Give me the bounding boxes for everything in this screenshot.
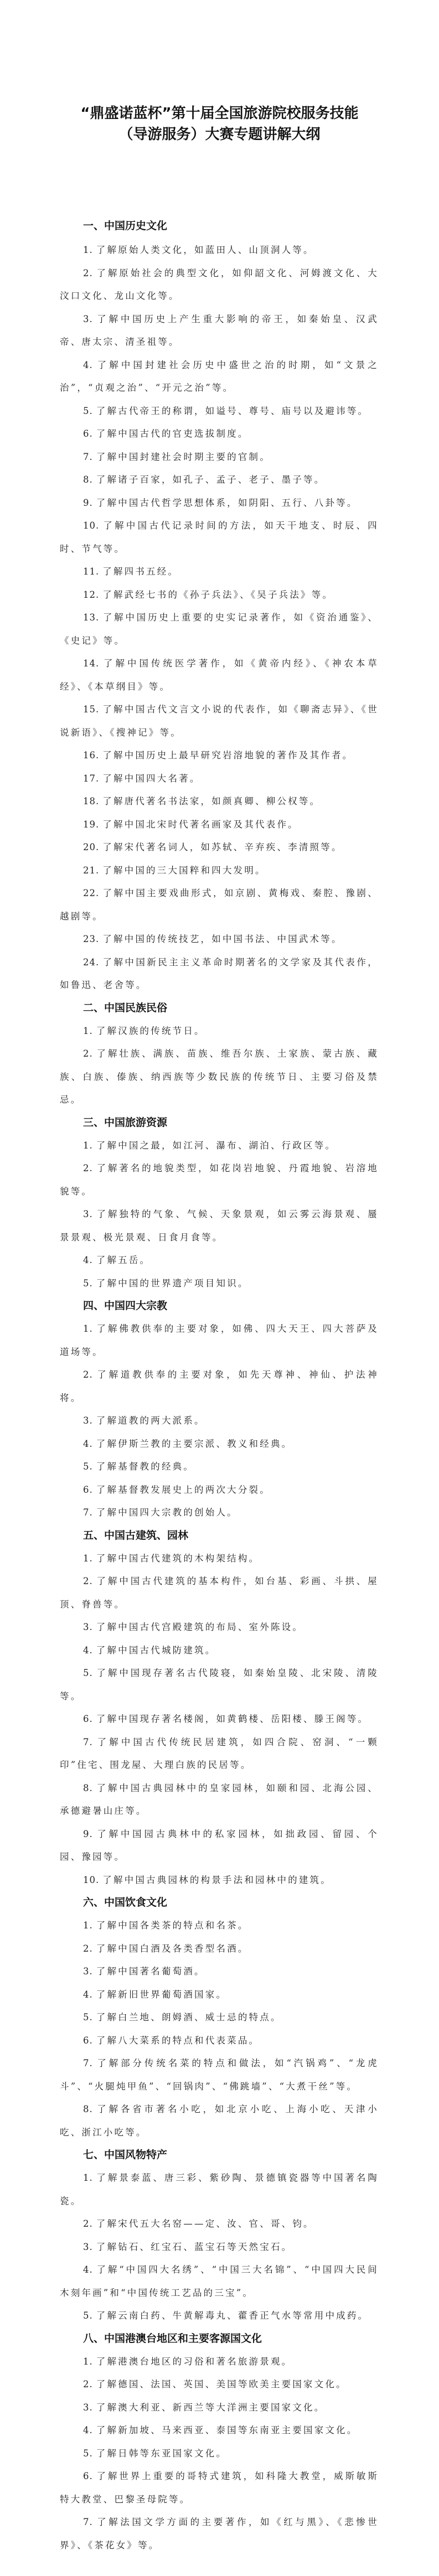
outline-item [60, 239, 379, 262]
item-number: 8. [83, 2104, 93, 2114]
outline-item [60, 698, 379, 744]
section-heading: 八、中国港澳台地区和主要客源国文化 [83, 2332, 262, 2345]
outline-item [60, 1478, 379, 1502]
item-number: 17. [83, 773, 100, 784]
outline-item [60, 2304, 379, 2327]
item-number: 10. [83, 520, 100, 531]
item-text: 了解中国古代文言文小说的代表作，如《聊斋志异》、《世说新语》、《搜神记》等。 [60, 704, 379, 738]
item-number: 14. [83, 658, 100, 669]
item-number: 15. [83, 704, 100, 715]
item-number: 6. [83, 2035, 93, 2046]
outline-section [60, 997, 379, 1111]
item-number: 5. [83, 2448, 93, 2459]
item-text: 了解中国四大宗教的创始人。 [96, 1507, 238, 1518]
section-heading: 四、中国四大宗教 [83, 1300, 168, 1312]
outline-item [60, 2052, 379, 2098]
item-text: 了解中国古代记录时间的方法，如天干地支、时辰、四时、节气等。 [60, 520, 379, 554]
item-number: 7. [83, 2058, 93, 2068]
title-line-2: （导游服务）大赛专题讲解大纲 [118, 126, 321, 143]
outline-item [60, 468, 379, 492]
item-number: 7. [83, 1736, 93, 1747]
item-text: 了解云南白药、牛黄解毒丸、藿香正气水等常用中成药。 [96, 2310, 369, 2321]
item-number: 5. [83, 1277, 93, 1289]
outline-item [60, 1547, 379, 1570]
item-number: 1. [83, 1920, 93, 1931]
item-number: 18. [83, 796, 100, 806]
outline-item [60, 1777, 379, 1823]
item-number: 4. [83, 1255, 93, 1265]
item-text: 了解道教的两大派系。 [96, 1415, 205, 1426]
item-number: 1. [83, 2356, 93, 2367]
outline-item [60, 1914, 379, 1937]
item-text: 了解景泰蓝、唐三彩、紫砂陶、景德镇瓷器等中国著名陶瓷。 [60, 2172, 379, 2206]
document-title [0, 103, 439, 145]
item-text: 了解中国古典园林中的皇家园林，如颐和园、北海公园、承德避暑山庄等。 [60, 1782, 379, 1816]
item-number: 5. [83, 1668, 93, 1678]
outline-item [60, 1708, 379, 1731]
outline-item [60, 1455, 379, 1478]
item-text: 了解中国历史上最早研究岩溶地貌的著作及其作者。 [102, 750, 354, 761]
item-number: 7. [83, 2517, 93, 2527]
item-number: 6. [83, 428, 93, 439]
outline-item [60, 1249, 379, 1272]
outline-item [60, 2442, 379, 2465]
outline-item [60, 1731, 379, 1777]
outline-item [60, 1272, 379, 1295]
outline-item [60, 1869, 379, 1892]
item-text: 了解汉族的传统节日。 [96, 1025, 205, 1036]
item-text: 了解部分传统名菜的特点和做法，如“汽锅鸡”、“龙虎斗”、“火腿炖甲鱼”、“回锅肉”、“佛跳墙”、“大煮干丝”等。 [60, 2058, 379, 2092]
item-number: 1. [83, 2172, 93, 2183]
item-number: 1. [83, 1140, 93, 1151]
item-number: 3. [83, 1622, 93, 1632]
item-text: 了解中国北宋时代著名画家及其代表作。 [102, 819, 299, 830]
outline-item [60, 1501, 379, 1524]
item-number: 4. [83, 1438, 93, 1449]
item-number: 20. [83, 842, 100, 852]
item-text: 了解“中国四大名绣”、“中国三大名锦”、“中国四大民间木刻年画”和“中国传统工艺品的三宝”。 [60, 2264, 379, 2298]
item-number: 4. [83, 2425, 93, 2435]
item-number: 2. [83, 267, 93, 278]
item-number: 1. [83, 1025, 93, 1036]
item-text: 了解中国历史上重要的史实记录著作，如《资治通鉴》、《史记》等。 [60, 612, 379, 646]
item-text: 了解中国古代传统民居建筑，如四合院、窑洞、“一颗印”住宅、围龙屋、大理白族的民居等。 [60, 1736, 379, 1770]
item-number: 5. [83, 405, 93, 416]
item-text: 了解中国的传统技艺，如中国书法、中国武术等。 [102, 934, 343, 944]
item-text: 了解五岳。 [96, 1255, 151, 1265]
outline-item [60, 1983, 379, 2006]
item-text: 了解钻石、红宝石、蓝宝石等天然宝石。 [96, 2241, 293, 2252]
item-number: 24. [83, 956, 100, 968]
title-line-1: “鼎盛诺蓝杯”第十届全国旅游院校服务技能 [80, 105, 359, 122]
outline-item [60, 1317, 379, 1363]
outline-item [60, 882, 379, 928]
item-text: 了解澳大利亚、新西兰等大洋洲主要国家文化。 [96, 2402, 326, 2413]
item-number: 7. [83, 451, 93, 462]
item-number: 2. [83, 1163, 93, 1173]
item-text: 了解武经七书的《孙子兵法》、《吴子兵法》等。 [102, 589, 334, 600]
item-text: 了解中国封建社会历史中盛世之治的时期，如“文景之治”，“贞观之治”、“开元之治”等。 [60, 359, 379, 393]
item-text: 了解各省市著名小吃，如北京小吃、上海小吃、天津小吃、浙江小吃等。 [60, 2104, 379, 2138]
outline-item [60, 308, 379, 354]
item-text: 了解唐代著名书法家，如颜真卿、柳公权等。 [102, 796, 321, 806]
item-text: 了解德国、法国、英国、美国等欧美主要国家文化。 [96, 2379, 347, 2389]
outline-item [60, 813, 379, 836]
outline-item [60, 1639, 379, 1662]
item-text: 了解新旧世界葡萄酒国家。 [96, 1989, 228, 2000]
outline-item [60, 422, 379, 446]
item-number: 2. [83, 1943, 93, 1954]
outline-item [60, 1960, 379, 1983]
item-text: 了解中国园古典林中的私家园林，如拙政园、留园、个园、豫园等。 [60, 1828, 379, 1862]
item-text: 了解中国古代城防建筑。 [96, 1644, 216, 1656]
item-number: 3. [83, 1209, 93, 1219]
outline-item [60, 951, 379, 997]
outline-item [60, 446, 379, 469]
section-heading: 七、中国风物特产 [83, 2149, 168, 2161]
outline-item [60, 2419, 379, 2442]
outline-item [60, 400, 379, 423]
outline-item [60, 790, 379, 813]
outline-item [60, 1432, 379, 1456]
item-number: 7. [83, 1507, 93, 1518]
outline-item [60, 652, 379, 698]
item-text: 了解原始社会的典型文化，如仰韶文化、河姆渡文化、大汶口文化、龙山文化等。 [60, 267, 379, 301]
item-text: 了解古代帝王的称谓，如谥号、尊号、庙号以及避讳等。 [96, 405, 369, 416]
item-number: 8. [83, 1782, 93, 1793]
item-number: 4. [83, 359, 93, 370]
outline-item [60, 1203, 379, 1249]
item-text: 了解中国之最，如江河、瀑布、湖泊、行政区等。 [96, 1140, 337, 1151]
item-number: 23. [83, 934, 100, 944]
item-number: 10. [83, 1874, 100, 1885]
section-heading: 五、中国古建筑、园林 [83, 1529, 189, 1542]
outline-item [60, 354, 379, 400]
item-text: 了解中国的世界遗产项目知识。 [96, 1277, 249, 1289]
outline-item [60, 1937, 379, 1961]
outline-item [60, 514, 379, 560]
section-heading: 三、中国旅游资源 [83, 1116, 168, 1129]
outline-section [60, 1524, 379, 1892]
item-number: 3. [83, 313, 93, 324]
outline-item [60, 1134, 379, 1157]
outline-item [60, 2350, 379, 2373]
item-text: 了解基督教的经典。 [96, 1461, 195, 1472]
item-text: 了解诸子百家，如孔子、孟子、老子、墨子等。 [96, 474, 326, 485]
item-text: 了解中国古代建筑的基本构件，如台基、彩画、斗拱、屋顶、脊兽等。 [60, 1576, 379, 1610]
item-text: 了解法国文学方面的主要著作，如《红与黑》、《悲惨世界》、《茶花女》等。 [60, 2517, 379, 2551]
outline-item [60, 1020, 379, 1043]
outline-section [60, 1295, 379, 1524]
item-number: 3. [83, 2241, 93, 2252]
item-number: 2. [83, 2379, 93, 2389]
outline-item [60, 2166, 379, 2212]
outline-item [60, 2258, 379, 2304]
outline-item [60, 1662, 379, 1708]
item-text: 了解中国现存著名古代陵寝，如秦始皇陵、北宋陵、清陵等。 [60, 1668, 379, 1701]
item-number: 9. [83, 497, 93, 508]
outline-item [60, 583, 379, 607]
outline-item [60, 606, 379, 652]
outline-item [60, 2373, 379, 2396]
item-text: 了解基督教发展史上的两次大分裂。 [96, 1484, 271, 1495]
item-text: 了解宋代五大名窑——定、汝、官、哥、钧。 [96, 2218, 314, 2229]
section-heading: 一、中国历史文化 [83, 220, 168, 232]
outline-item [60, 1616, 379, 1639]
item-text: 了解著名的地貌类型，如花岗岩地貌、丹霞地貌、岩溶地貌等。 [60, 1163, 379, 1197]
item-number: 21. [83, 865, 100, 876]
outline-section [60, 1891, 379, 2144]
item-number: 11. [83, 566, 100, 577]
item-number: 4. [83, 2264, 93, 2275]
item-number: 5. [83, 1461, 93, 1472]
outline-item [60, 744, 379, 767]
outline-item [60, 2212, 379, 2236]
outline-item [60, 859, 379, 882]
outline-item [60, 560, 379, 583]
outline-item [60, 1157, 379, 1203]
item-text: 了解独特的气象、气候、天象景观，如云雾云海景观、蜃景景观、极光景观、日食月食等。 [60, 1209, 379, 1243]
item-text: 了解中国历史上产生重大影响的帝王，如秦始皇、汉武帝、唐太宗、清圣祖等。 [60, 313, 379, 347]
item-number: 5. [83, 2310, 93, 2321]
item-number: 6. [83, 1714, 93, 1724]
outline-section [60, 1111, 379, 1295]
outline-item [60, 1363, 379, 1409]
outline-section [60, 2327, 379, 2557]
outline-item [60, 928, 379, 951]
outline-body [60, 215, 379, 2557]
item-number: 4. [83, 1989, 93, 2000]
item-number: 2. [83, 1369, 93, 1380]
section-heading: 六、中国饮食文化 [83, 1896, 168, 1908]
item-text: 了解中国古典园林的构景手法和园林中的建筑。 [102, 1874, 332, 1885]
outline-item [60, 1409, 379, 1432]
item-text: 了解中国现存著名楼阁，如黄鹤楼、岳阳楼、滕王阁等。 [96, 1714, 369, 1724]
item-text: 了解宋代著名词人，如苏轼、辛弃疾、李清照等。 [102, 842, 343, 852]
outline-item [60, 2236, 379, 2259]
item-text: 了解中国封建社会时期主要的官制。 [96, 451, 271, 462]
item-number: 22. [83, 888, 100, 898]
item-text: 了解中国古代建筑的木构架结构。 [96, 1553, 260, 1564]
item-number: 16. [83, 750, 100, 761]
outline-item [60, 492, 379, 515]
item-text: 了解中国传统医学著作，如《黄帝内经》、《神农本草经》、《本草纲目》等。 [60, 658, 379, 692]
item-text: 了解道教供奉的主要对象，如先天尊神、神仙、护法神将。 [60, 1369, 379, 1403]
item-text: 了解中国白酒及各类香型名酒。 [96, 1943, 249, 1954]
item-number: 8. [83, 474, 93, 485]
item-text: 了解四书五经。 [102, 566, 179, 577]
item-text: 了解中国古代的官吏选拔制度。 [96, 428, 249, 439]
outline-section [60, 2144, 379, 2327]
item-text: 了解八大菜系的特点和代表菜品。 [96, 2035, 260, 2046]
outline-item [60, 2465, 379, 2511]
item-text: 了解佛教供奉的主要对象，如佛、四大天王、四大菩萨及道场等。 [60, 1323, 379, 1357]
section-heading: 二、中国民族民俗 [83, 1001, 168, 1014]
item-text: 了解中国四大名著。 [102, 773, 201, 784]
item-number: 2. [83, 1576, 93, 1586]
outline-item [60, 2006, 379, 2029]
item-text: 了解新加坡、马来西亚、泰国等东南亚主要国家文化。 [96, 2425, 358, 2435]
outline-item [60, 836, 379, 859]
item-text: 了解白兰地、朗姆酒、威士忌的特点。 [96, 2012, 282, 2022]
outline-item [60, 262, 379, 308]
item-number: 4. [83, 1644, 93, 1656]
item-number: 3. [83, 1415, 93, 1426]
item-number: 1. [83, 1323, 93, 1334]
item-number: 6. [83, 2471, 93, 2481]
item-text: 了解中国古代宫殿建筑的布局、室外陈设。 [96, 1622, 304, 1632]
outline-item [60, 2396, 379, 2419]
outline-item [60, 1570, 379, 1616]
item-number: 1. [83, 245, 93, 255]
item-number: 12. [83, 589, 100, 600]
outline-item [60, 767, 379, 790]
item-text: 了解中国古代哲学思想体系，如阴阳、五行、八卦等。 [96, 497, 358, 508]
outline-section [60, 215, 379, 997]
item-number: 19. [83, 819, 100, 830]
item-text: 了解原始人类文化，如蓝田人、山顶洞人等。 [96, 245, 314, 255]
item-text: 了解中国著名葡萄酒。 [96, 1966, 205, 1977]
item-number: 1. [83, 1553, 93, 1564]
item-text: 了解中国主要戏曲形式，如京剧、黄梅戏、秦腔、豫剧、越剧等。 [60, 888, 379, 922]
outline-item [60, 1823, 379, 1869]
item-number: 6. [83, 1484, 93, 1495]
item-number: 9. [83, 1828, 93, 1839]
item-text: 了解中国各类茶的特点和名茶。 [96, 1920, 249, 1931]
item-number: 3. [83, 2402, 93, 2413]
item-number: 13. [83, 612, 100, 623]
item-text: 了解中国的三大国粹和四大发明。 [102, 865, 266, 876]
outline-item [60, 2029, 379, 2052]
item-text: 了解中国新民主主义革命时期著名的文学家及其代表作，如鲁迅、老舍等。 [60, 956, 379, 990]
item-text: 了解伊斯兰教的主要宗派、教义和经典。 [96, 1438, 293, 1449]
item-text: 了解世界上重要的哥特式建筑，如科隆大教堂，威斯敏斯特大教堂、巴黎圣母院等。 [60, 2471, 379, 2505]
item-text: 了解日韩等东亚国家文化。 [96, 2448, 228, 2459]
item-number: 5. [83, 2012, 93, 2022]
outline-item [60, 1042, 379, 1111]
item-text: 了解港澳台地区的习俗和著名旅游景观。 [96, 2356, 293, 2367]
outline-item [60, 2098, 379, 2144]
item-text: 了解壮族、满族、苗族、维吾尔族、土家族、蒙古族、藏族、白族、傣族、纳西族等少数民族的传统节日、主要习俗及禁忌。 [60, 1048, 379, 1105]
item-number: 3. [83, 1966, 93, 1977]
item-number: 2. [83, 1048, 93, 1059]
item-number: 2. [83, 2218, 93, 2229]
outline-item [60, 2511, 379, 2557]
